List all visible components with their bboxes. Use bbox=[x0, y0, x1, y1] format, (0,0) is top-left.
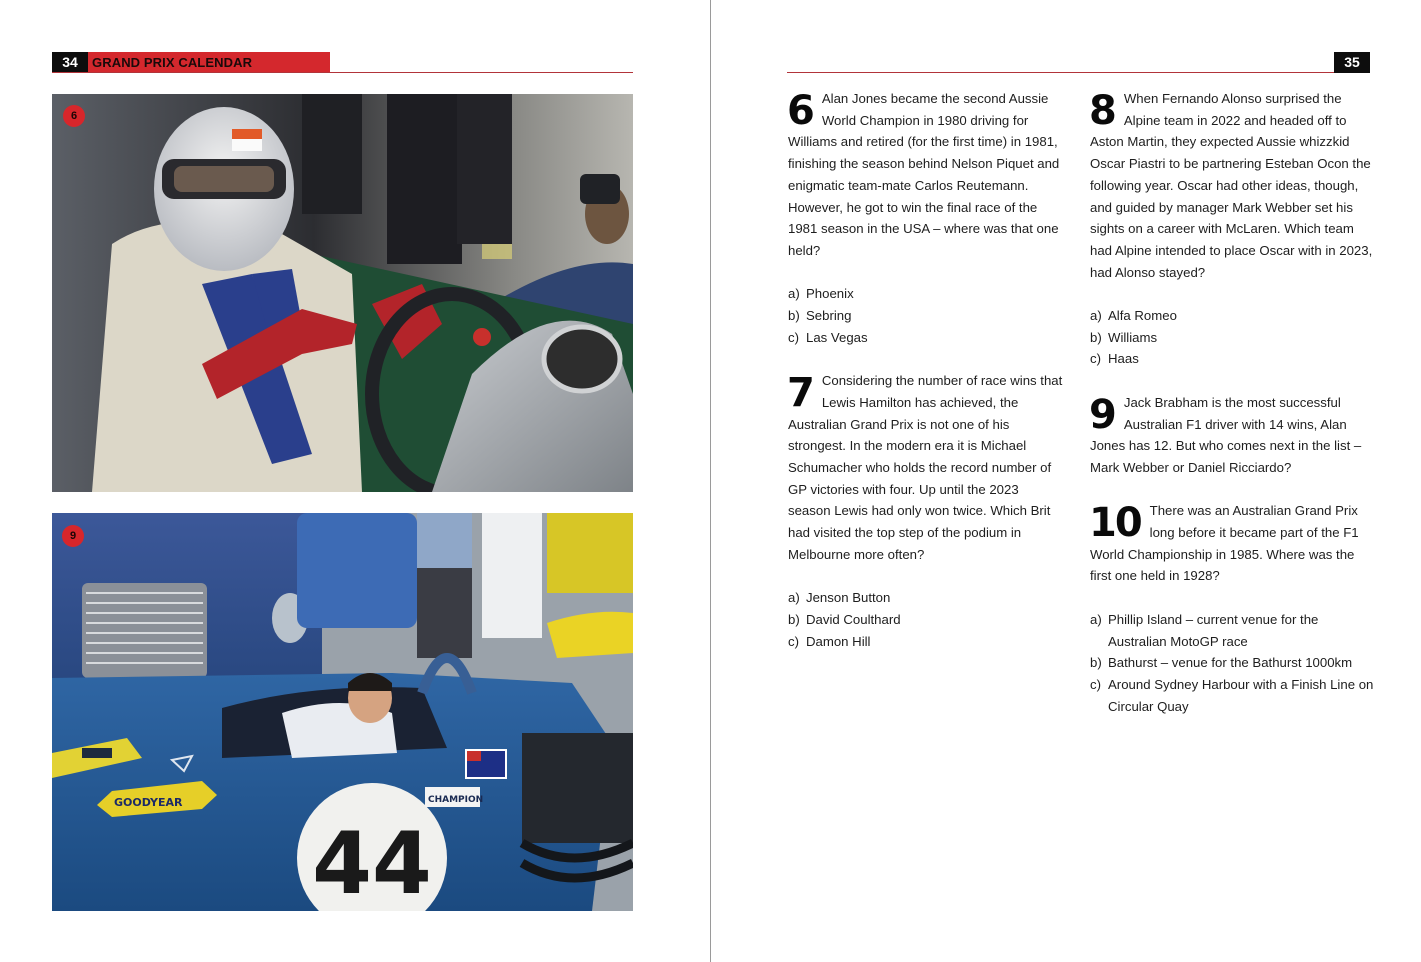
question-text: Alan Jones became the second Aussie World Champion in 1980 driving for Williams and retired (for the first time) in 1981, finishing the season behind Nelson Piquet and enigmatic team-mate Carlos Reutemann. However, he got to win the final race of the 1981 season in the USA – where was that one held? bbox=[788, 91, 1060, 258]
question-10 bbox=[1090, 500, 1375, 717]
answer-option: b) Bathurst – venue for the Bathurst 1000km bbox=[1090, 655, 1353, 671]
svg-text:GOODYEAR: GOODYEAR bbox=[114, 796, 183, 809]
question-7 bbox=[788, 370, 1063, 652]
question-text: Jack Brabham is the most successful Australian F1 driver with 14 wins, Alan Jones has 12. But who comes next in the list – Mark Webber or Daniel Ricciardo? bbox=[1090, 394, 1362, 475]
answer-option: c) Haas bbox=[1090, 351, 1139, 367]
answer-option: b) Sebring bbox=[788, 308, 852, 324]
answer-option: a) Phoenix bbox=[788, 286, 854, 302]
question-number: 7 bbox=[787, 370, 813, 417]
question-number: 6 bbox=[787, 88, 813, 134]
photo-jack-brabham bbox=[52, 513, 633, 911]
question-number: 8 bbox=[1089, 88, 1115, 134]
answer-options bbox=[788, 283, 1063, 348]
svg-text:44: 44 bbox=[312, 814, 432, 911]
left-page-header bbox=[52, 52, 330, 73]
question-6 bbox=[788, 88, 1063, 348]
answer-option: c) Around Sydney Harbour with a Finish Line on Circular Quay bbox=[1090, 676, 1374, 714]
photo-illustration bbox=[52, 513, 633, 911]
photo-badge-9: 9 bbox=[62, 525, 84, 547]
header-rule-left bbox=[52, 72, 633, 73]
answer-options bbox=[1090, 305, 1375, 370]
quiz-column-left bbox=[788, 88, 1063, 652]
photo-badge-6: 6 bbox=[63, 105, 85, 127]
page-number-left: 34 bbox=[52, 52, 88, 73]
page-gutter bbox=[710, 0, 711, 962]
answer-option: b) Williams bbox=[1090, 329, 1158, 345]
answer-option: c) Las Vegas bbox=[788, 329, 868, 345]
answer-options bbox=[1090, 609, 1375, 718]
photo-illustration bbox=[52, 94, 633, 492]
answer-options bbox=[788, 587, 1063, 652]
answer-option: a) Alfa Romeo bbox=[1090, 308, 1177, 324]
answer-option: a) Phillip Island – current venue for the Australian MotoGP race bbox=[1090, 611, 1319, 649]
question-text: Considering the number of race wins that Lewis Hamilton has achieved, the Australian Grand Prix is not one of his strongest. In the modern era it is Michael Schumacher who holds the record number of GP victories with four. Up until the 2023 season Lewis had only won twice. Which Brit had visited the top step of the podium in Melbourne more often? bbox=[788, 373, 1063, 562]
question-8 bbox=[1090, 88, 1375, 370]
question-number: 9 bbox=[1089, 391, 1115, 438]
header-rule-right bbox=[787, 72, 1335, 73]
answer-option: b) David Coulthard bbox=[788, 611, 901, 627]
section-title: GRAND PRIX CALENDAR bbox=[88, 52, 330, 73]
question-number: 10 bbox=[1089, 500, 1141, 547]
question-text: When Fernando Alonso surprised the Alpine team in 2022 and headed off to Aston Martin, they expected Aussie whizzkid Oscar Piastri to be partnering Esteban Ocon the following year. Oscar had other ideas, though, and guided by manager Mark Webber set his sights on a career with McLaren. Which team had Alpine intended to place Oscar with in 2023, had Alonso stayed? bbox=[1090, 91, 1373, 280]
quiz-column-right bbox=[1090, 88, 1375, 717]
page-number-right: 35 bbox=[1334, 52, 1370, 73]
question-text: There was an Australian Grand Prix long before it became part of the F1 World Championship in 1985. Where was the first one held in 1928? bbox=[1090, 503, 1359, 584]
answer-option: a) Jenson Button bbox=[788, 590, 891, 606]
question-9 bbox=[1090, 392, 1375, 479]
photo-alan-jones bbox=[52, 94, 633, 492]
answer-option: c) Damon Hill bbox=[788, 633, 871, 649]
svg-text:CHAMPION: CHAMPION bbox=[428, 795, 484, 805]
